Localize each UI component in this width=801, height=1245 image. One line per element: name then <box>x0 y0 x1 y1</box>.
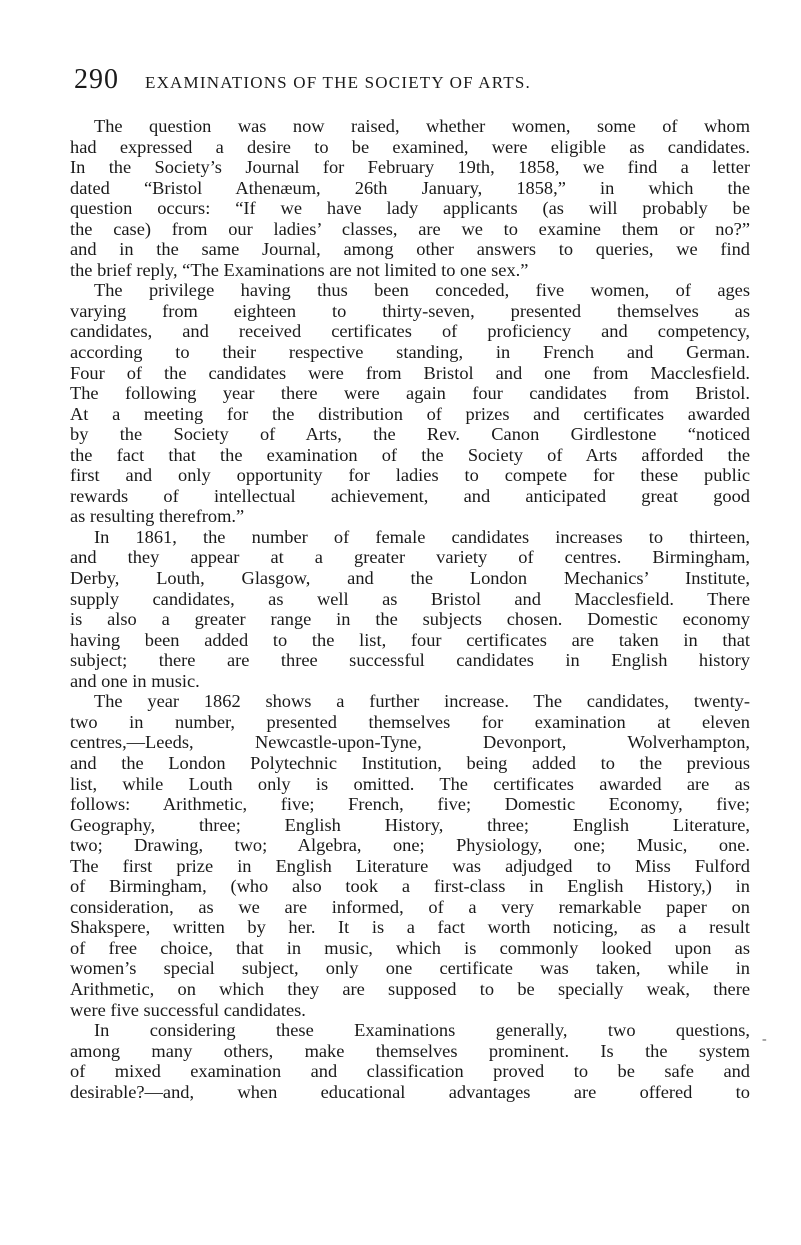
text-line: In the Society’s Journal for February 19th, 1858, we find a letter <box>70 157 750 178</box>
text-line: is also a greater range in the subjects chosen. Domestic economy <box>70 609 750 630</box>
text-line: Shakspere, written by her. It is a fact worth noticing, as a result <box>70 917 750 938</box>
text-line: and they appear at a greater variety of centres. Birmingham, <box>70 547 750 568</box>
text-line: and in the same Journal, among other answers to queries, we find <box>70 239 750 260</box>
text-line: two in number, presented themselves for examination at eleven <box>70 711 750 732</box>
text-line: question occurs: “If we have lady applicants (as will probably be <box>70 198 750 219</box>
text-line: follows: Arithmetic, five; French, five; Domestic Economy, five; <box>70 794 750 815</box>
text-line: Derby, Louth, Glasgow, and the London Mechanics’ Institute, <box>70 568 750 589</box>
text-line: The question was now raised, whether women, some of whom <box>94 116 750 136</box>
text-line: subject; there are three successful candidates in English history <box>70 650 750 671</box>
text-line: list, while Louth only is omitted. The certificates awarded are as <box>70 773 750 794</box>
text-line: centres,—Leeds, Newcastle-upon-Tyne, Devonport, Wolverhampton, <box>70 732 750 753</box>
text-line: supply candidates, as well as Bristol and Macclesfield. There <box>70 588 750 609</box>
text-line: dated “Bristol Athenæum, 26th January, 1858,” in which the <box>70 177 750 198</box>
text-line: Arithmetic, on which they are supposed to be specially weak, there <box>70 978 750 999</box>
text-line: of Birmingham, (who also took a first-class in English History,) in <box>70 876 750 897</box>
text-line: the brief reply, “The Examinations are not limited to one sex.” <box>70 259 529 280</box>
text-line: Four of the candidates were from Bristol and one from Macclesfield. <box>70 362 750 383</box>
text-line: The following year there were again four candidates from Bristol. <box>70 383 750 404</box>
text-line: having been added to the list, four certificates are taken in that <box>70 629 750 650</box>
text-line: the case) from our ladies’ classes, are we to examine them or no?” <box>70 218 750 239</box>
text-line: had expressed a desire to be examined, were eligible as candidates. <box>70 136 750 157</box>
text-line: by the Society of Arts, the Rev. Canon Girdlestone “noticed <box>70 424 750 445</box>
text-line: The first prize in English Literature was adjudged to Miss Fulford <box>70 855 750 876</box>
text-line: of mixed examination and classification proved to be safe and <box>70 1061 750 1082</box>
running-head <box>74 64 774 98</box>
text-line: first and only opportunity for ladies to compete for these public <box>70 465 750 486</box>
text-line: In considering these Examinations generally, two questions, <box>94 1020 750 1041</box>
text-line: The year 1862 shows a further increase. The candidates, twenty- <box>94 691 750 712</box>
text-line: according to their respective standing, in French and German. <box>70 342 750 363</box>
text-line: At a meeting for the distribution of prizes and certificates awarded <box>70 403 750 424</box>
text-line: the fact that the examination of the Society of Arts afforded the <box>70 444 750 465</box>
text-line: In 1861, the number of female candidates increases to thirteen, <box>94 526 750 547</box>
text-line: of free choice, that in music, which is commonly looked upon as <box>70 937 750 958</box>
text-line: candidates, and received certificates of proficiency and competency, <box>70 321 750 342</box>
text-line: among many others, make themselves prominent. Is the system <box>70 1040 750 1061</box>
running-title: EXAMINATIONS OF THE SOCIETY OF ARTS. <box>145 73 531 92</box>
margin-mark: - <box>762 1032 767 1047</box>
page-number: 290 <box>74 64 119 95</box>
text-line: consideration, as we are informed, of a very remarkable paper on <box>70 896 750 917</box>
text-line: desirable?—and, when educational advantages are offered to <box>70 1081 750 1102</box>
text-line: two; Drawing, two; Algebra, one; Physiology, one; Music, one. <box>70 835 750 856</box>
text-line: women’s special subject, only one certificate was taken, while in <box>70 958 750 979</box>
body-text <box>70 116 750 1102</box>
text-line: and the London Polytechnic Institution, being added to the previous <box>70 752 750 773</box>
text-line: were five successful candidates. <box>70 999 306 1020</box>
text-line: as resulting therefrom.” <box>70 506 245 527</box>
text-line: rewards of intellectual achievement, and anticipated great good <box>70 485 750 506</box>
text-line: The privilege having thus been conceded, five women, of ages <box>94 280 750 301</box>
text-line: varying from eighteen to thirty-seven, presented themselves as <box>70 300 750 321</box>
text-line: and one in music. <box>70 670 200 691</box>
text-line: Geography, three; English History, three; English Literature, <box>70 814 750 835</box>
